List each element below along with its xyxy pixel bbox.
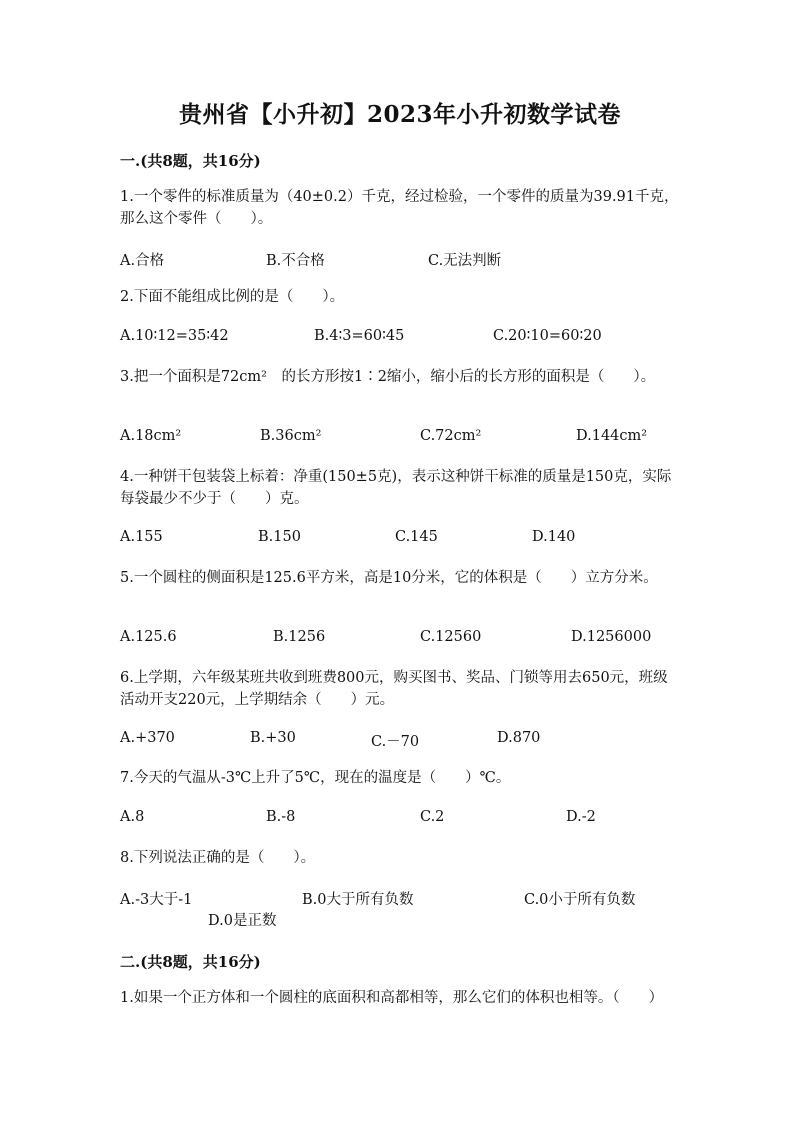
question-7-stem: 7.今天的气温从-3℃上升了5℃，现在的温度是（ ）℃。 [120, 770, 511, 786]
question-8-option-b: B.0大于所有负数 [302, 892, 414, 908]
question-3-option-b: B.36cm² [260, 428, 322, 444]
question-6-option-d: D.870 [497, 730, 541, 746]
question-3-option-a: A.18cm² [120, 428, 182, 444]
question-8-option-c: C.0小于所有负数 [524, 892, 636, 908]
question-7-option-b: B.-8 [266, 809, 296, 825]
question-7-option-c: C.2 [420, 809, 445, 825]
question-6-option-a: A.+370 [120, 730, 175, 746]
question-5-option-b: B.1256 [273, 629, 326, 645]
question-1-option-b: B.不合格 [266, 253, 325, 269]
section-1-header: 一.(共8题，共16分) [120, 152, 261, 170]
question-1-option-c: C.无法判断 [428, 253, 502, 269]
question-7-option-d: D.-2 [566, 809, 596, 825]
exam-title: 贵州省【小升初】2023年小升初数学试卷 [178, 101, 621, 128]
section-2-question-1-stem: 1.如果一个正方体和一个圆柱的底面积和高都相等，那么它们的体积也相等。（ ） [120, 990, 664, 1006]
question-4-option-c: C.145 [395, 529, 438, 545]
question-5-stem: 5.一个圆柱的侧面积是125.6平方米，高是10分米，它的体积是（ ）立方分米。 [120, 570, 658, 586]
question-7-option-a: A.8 [120, 809, 145, 825]
question-8-option-a: A.-3大于-1 [120, 892, 193, 908]
question-5-option-c: C.12560 [420, 629, 482, 645]
question-4-option-a: A.155 [120, 529, 163, 545]
question-6-option-c: C.－70 [371, 734, 420, 750]
question-1-option-a: A.合格 [120, 253, 165, 269]
section-2-header: 二.(共8题，共16分) [120, 953, 261, 971]
question-5-option-d: D.1256000 [571, 629, 652, 645]
question-5-option-a: A.125.6 [120, 629, 177, 645]
question-8-stem: 8.下列说法正确的是（ ）。 [120, 850, 316, 866]
question-6-option-b: B.+30 [250, 730, 296, 746]
question-2-stem: 2.下面不能组成比例的是（ ）。 [120, 289, 345, 305]
question-4-stem: 4.一种饼干包装袋上标着：净重(150±5克)，表示这种饼干标准的质量是150克，实际每袋最少不少于（ ）克。 [120, 469, 672, 507]
question-3-option-c: C.72cm² [420, 428, 482, 444]
question-2-option-c: C.20∶10=60∶20 [493, 328, 602, 344]
question-4-option-b: B.150 [258, 529, 301, 545]
question-6-stem: 6.上学期，六年级某班共收到班费800元，购买图书、奖品、门锁等用去650元，班级活动开支220元，上学期结余（ ）元。 [120, 670, 668, 708]
question-2-option-b: B.4∶3=60∶45 [314, 328, 405, 344]
question-8-option-d: D.0是正数 [208, 913, 277, 929]
question-4-option-d: D.140 [532, 529, 576, 545]
question-3-option-d: D.144cm² [576, 428, 648, 444]
question-1-stem: 1.一个零件的标准质量为（40±0.2）千克，经过检验，一个零件的质量为39.91千克，那么这个零件（ ）。 [120, 189, 679, 227]
question-2-option-a: A.10∶12=35∶42 [120, 328, 229, 344]
question-3-stem: 3.把一个面积是72cm² 的长方形按1∶2缩小，缩小后的长方形的面积是（ ）。 [120, 369, 656, 385]
